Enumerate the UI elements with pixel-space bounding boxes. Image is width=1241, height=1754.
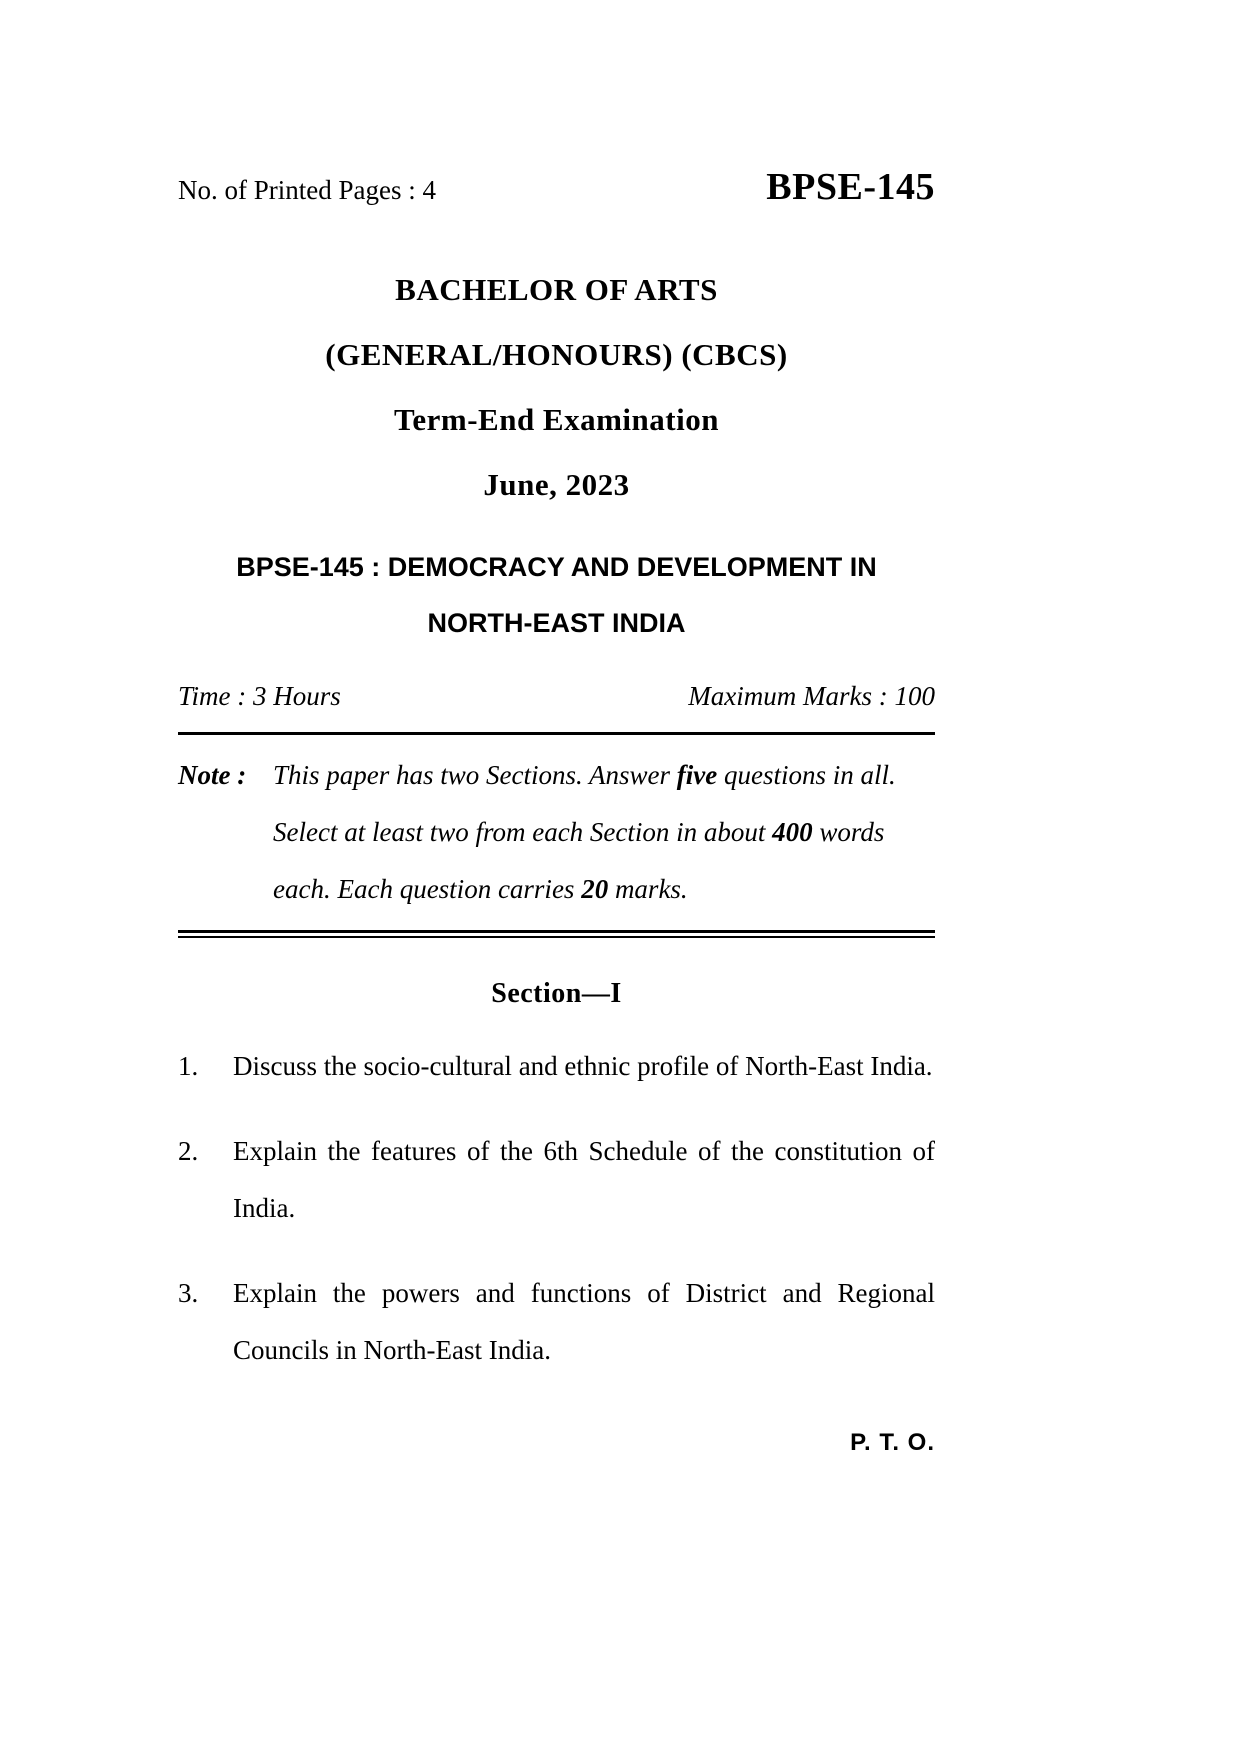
- course-title-line1: BPSE-145 : DEMOCRACY AND DEVELOPMENT IN: [236, 552, 877, 582]
- question-number: 3.: [178, 1278, 199, 1308]
- exam-meta-row: [178, 681, 935, 712]
- exam-date: June, 2023: [483, 467, 630, 502]
- degree-title: BACHELOR OF ARTS: [395, 272, 718, 307]
- course-title-line2: NORTH-EAST INDIA: [427, 608, 686, 638]
- note-body: [273, 760, 896, 904]
- note-label: Note :: [178, 760, 247, 790]
- note-segment: marks.: [608, 874, 688, 904]
- double-horizontal-rule: [178, 930, 935, 938]
- question-list: [178, 1038, 935, 1379]
- question-item: [178, 1123, 935, 1237]
- title-block: [178, 257, 935, 517]
- note-segment: This paper has two Sections. Answer: [273, 760, 677, 790]
- question-text: Explain the features of the 6th Schedule of the constitution of India.: [233, 1136, 935, 1223]
- page-turn-over-label: P. T. O.: [850, 1429, 935, 1456]
- page-header: [178, 165, 935, 209]
- section-heading: Section—I: [491, 978, 622, 1009]
- question-item: [178, 1038, 935, 1095]
- paper-code: BPSE-145: [766, 166, 935, 208]
- exam-type: Term-End Examination: [394, 402, 719, 437]
- note-segment-bold: 20: [581, 874, 609, 904]
- question-number: 2.: [178, 1136, 199, 1166]
- page-content: [178, 165, 935, 1457]
- question-item: [178, 1265, 935, 1379]
- course-heading: [178, 539, 935, 651]
- question-text: Discuss the socio-cultural and ethnic profile of North-East India.: [233, 1051, 933, 1081]
- note-segment-bold: 400: [772, 817, 813, 847]
- degree-subtitle: (GENERAL/HONOURS) (CBCS): [325, 337, 788, 372]
- note-segment: questions in all. Select at least two from each Section in about: [273, 760, 896, 847]
- note-segment: words each. Each question carries: [273, 817, 885, 904]
- question-text: Explain the powers and functions of District and Regional Councils in North-East India.: [233, 1278, 935, 1365]
- horizontal-rule: [178, 732, 935, 735]
- time-allowed: Time : 3 Hours: [178, 681, 341, 711]
- note-segment-bold: five: [676, 760, 718, 790]
- note-block: [178, 747, 935, 918]
- printed-pages-label: No. of Printed Pages : 4: [178, 175, 436, 205]
- question-number: 1.: [178, 1051, 199, 1081]
- maximum-marks: Maximum Marks : 100: [688, 681, 935, 711]
